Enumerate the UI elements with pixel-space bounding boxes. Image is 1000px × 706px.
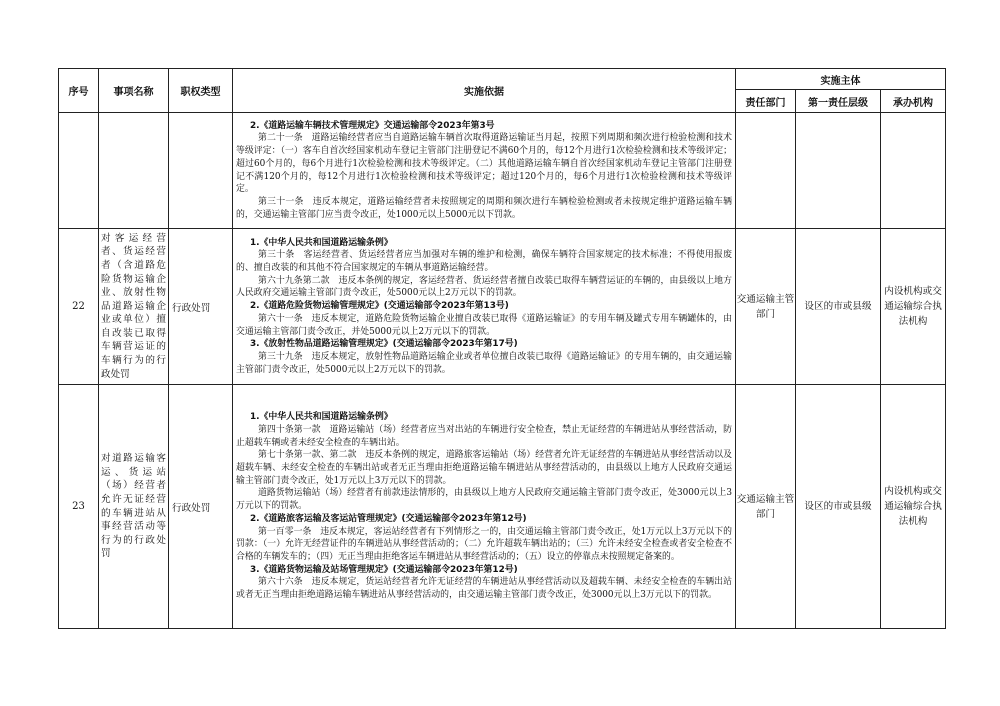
- regulation-article: 第三十九条 违反本规定，放射性物品道路运输企业或者单位擅自改装已取得《道路运输证》的专用车辆的，由交通运输主管部门责令改正，处5000元以上2万元以下的罚款。: [236, 351, 732, 375]
- regulation-article: 第四十条第一款 道路运输站（场）经营者应当对出站的车辆进行安全检查，禁止无证经营的车辆进站从事经营活动，防止超载车辆或者未经安全检查的车辆出站。: [236, 424, 732, 448]
- row-seq: 22: [59, 229, 99, 385]
- table-row: [59, 229, 946, 385]
- row-responsible-dept: 交通运输主管部门: [736, 229, 796, 385]
- row-handling-org: [881, 113, 946, 229]
- header-type: 职权类型: [169, 69, 233, 113]
- header-dept: 责任部门: [736, 90, 796, 113]
- row-item-name: 对道路运输客运、货运站（场）经营者允许无证经营的车辆进站从事经营活动等行为的行政处罚: [99, 385, 169, 629]
- regulation-title: 2.《道路旅客运输及客运站管理规定》(交通运输部令2023年第12号): [250, 513, 527, 524]
- row-responsibility-level: [796, 113, 881, 229]
- table-body: [59, 113, 946, 629]
- row-item-name: [99, 113, 169, 229]
- row-legal-basis: [233, 385, 736, 629]
- header-subject: 实施主体: [736, 69, 946, 90]
- row-responsible-dept: 交通运输主管部门: [736, 385, 796, 629]
- row-item-name: 对客运经营者、货运经营者（含道路危险货物运输企业、放射性物品道路运输企业或单位）擅自改装已取得车辆营运证的车辆行为的行政处罚: [99, 229, 169, 385]
- row-legal-basis: [233, 113, 736, 229]
- enforcement-table: [58, 68, 946, 629]
- row-seq: [59, 113, 99, 229]
- regulation-title: 1.《中华人民共和国道路运输条例》: [250, 412, 393, 423]
- regulation-title: 2.《道路运输车辆技术管理规定》交通运输部令2023年第3号: [250, 120, 495, 131]
- row-responsibility-level: 设区的市或县级: [796, 229, 881, 385]
- table-row: [59, 385, 946, 629]
- row-power-type: 行政处罚: [169, 385, 233, 629]
- regulation-article: 第三十条 客运经营者、货运经营者应当加强对车辆的维护和检测，确保车辆符合国家规定的技术标准；不得使用报废的、擅自改装的和其他不符合国家规定的车辆从事道路运输经营。: [236, 250, 732, 274]
- regulation-article: 第七十条第一款、第二款 违反本条例的规定，道路旅客运输站（场）经营者允许无证经营的车辆进站从事经营活动以及超载车辆、未经安全检查的车辆出站或者无正当理由拒绝道路运输车辆进站从事经营活动的，由县级以上地方人民政府交通运输主管部门责令改正，处1万元以上3万元以下的罚款。: [236, 450, 732, 486]
- row-seq: 23: [59, 385, 99, 629]
- header-org: 承办机构: [881, 90, 946, 113]
- regulation-article: 第六十九条第二款 违反本条例的规定，客运经营者、货运经营者擅自改装已取得车辆营运证的车辆的，由县级以上地方人民政府交通运输主管部门责令改正，处5000元以上2万元以下的罚款。: [236, 275, 732, 299]
- row-power-type: 行政处罚: [169, 229, 233, 385]
- regulation-article: 道路货物运输站（场）经营者有前款违法情形的，由县级以上地方人民政府交通运输主管部门责令改正，处3000元以上3万元以下的罚款。: [236, 488, 732, 512]
- regulation-title: 3.《道路货物运输及站场管理规定》(交通运输部令2023年第12号): [250, 564, 518, 575]
- regulation-article: 第二十一条 道路运输经营者应当自道路运输车辆首次取得道路运输证当月起，按照下列周期和频次进行检验检测和技术等级评定：（一）客车自首次经国家机动车登记主管部门注册登记不满60个月的，每12个月进行1次检验检测和技术等级评定；超过60个月的，每6个月进行1次检验检测和技术等级评定。（二）其他道路运输车辆自首次经国家机动车登记主管部门注册登记不满120个月的，每12个月进行1次检验检测和技术等级评定；超过120个月的，每6个月进行1次检验检测和技术等级评定。: [236, 133, 732, 195]
- regulation-article: 第三十一条 违反本规定，道路运输经营者未按照规定的周期和频次进行车辆检验检测或者未按规定维护道路运输车辆的，交通运输主管部门应当责令改正，处1000元以上5000元以下罚款。: [236, 196, 732, 220]
- header-name: 事项名称: [99, 69, 169, 113]
- regulation-article: 第一百零一条 违反本规定，客运站经营者有下列情形之一的，由交通运输主管部门责令改正，处1万元以上3万元以下的罚款：（一）允许无经营证件的车辆进站从事经营活动的；（二）允许超载车辆出站的；（三）允许未经安全检查或者安全检查不合格的车辆发车的；（四）无正当理由拒绝客运车辆进站从事经营活动的；（五）设立的停靠点未按照规定备案的。: [236, 526, 732, 562]
- regulation-title: 1.《中华人民共和国道路运输条例》: [250, 237, 393, 248]
- header-seq: 序号: [59, 69, 99, 113]
- row-responsibility-level: 设区的市或县级: [796, 385, 881, 629]
- row-responsible-dept: [736, 113, 796, 229]
- row-power-type: [169, 113, 233, 229]
- regulation-article: 第六十一条 违反本规定，道路危险货物运输企业擅自改装已取得《道路运输证》的专用车辆及罐式专用车辆罐体的，由交通运输主管部门责令改正，并处5000元以上2万元以下的罚款。: [236, 313, 732, 337]
- regulation-article: 第六十六条 违反本规定，货运站经营者允许无证经营的车辆进站从事经营活动以及超载车辆、未经安全检查的车辆出站或者无正当理由拒绝道路运输车辆进站从事经营活动的，由交通运输主管部门责令改正，处3000元以上3万元以下的罚款。: [236, 577, 732, 601]
- header-level: 第一责任层级: [796, 90, 881, 113]
- row-handling-org: 内设机构或交通运输综合执法机构: [881, 385, 946, 629]
- row-handling-org: 内设机构或交通运输综合执法机构: [881, 229, 946, 385]
- row-legal-basis: [233, 229, 736, 385]
- regulation-title: 3.《放射性物品道路运输管理规定》(交通运输部令2023年第17号): [250, 339, 518, 350]
- header-basis: 实施依据: [233, 69, 736, 113]
- regulation-title: 2.《道路危险货物运输管理规定》(交通运输部令2023年第13号): [250, 301, 509, 312]
- table-row: [59, 113, 946, 229]
